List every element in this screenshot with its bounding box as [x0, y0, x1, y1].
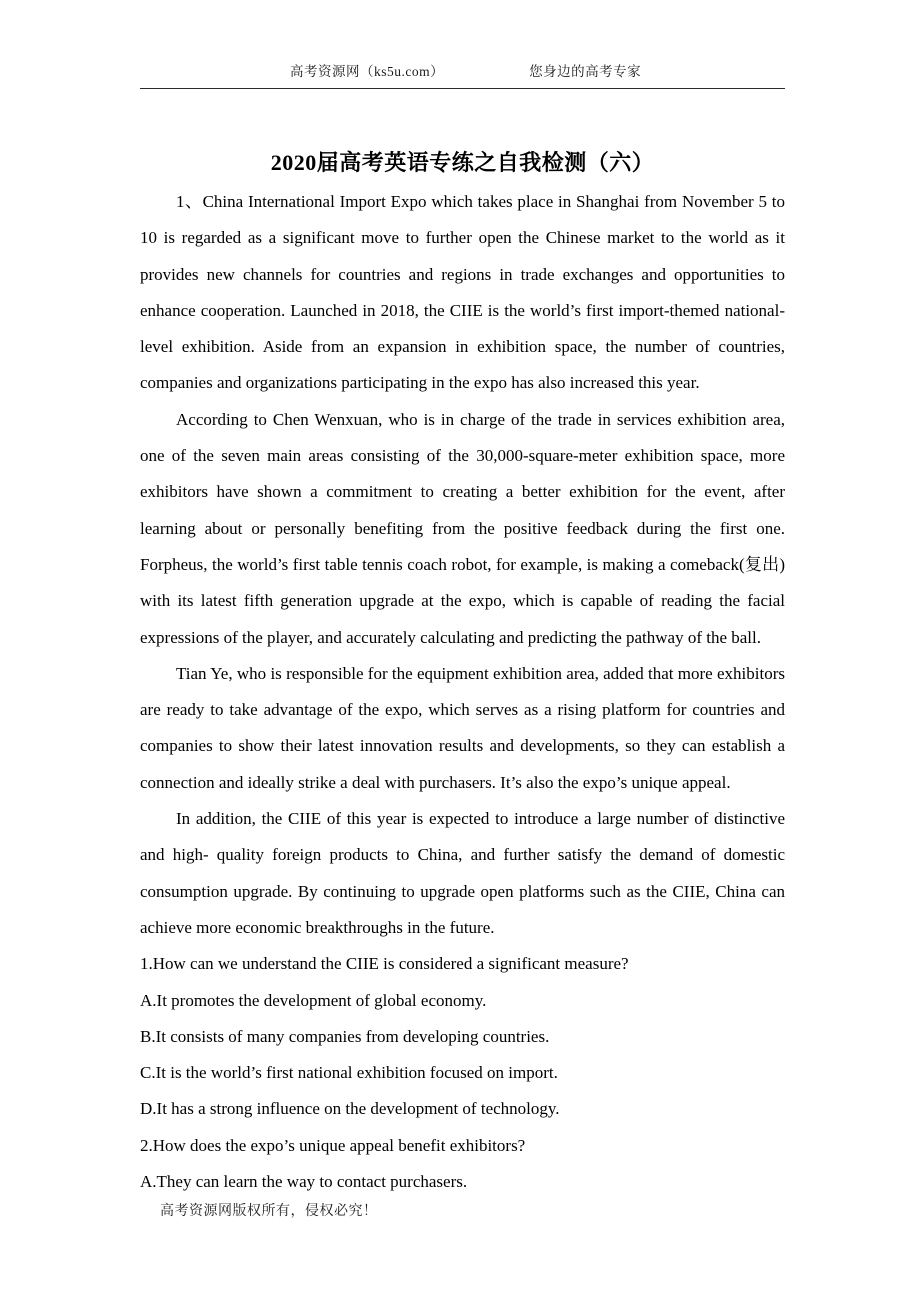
- page-header: [140, 60, 785, 80]
- question-2-option-a: A.They can learn the way to contact purchasers.: [140, 1172, 468, 1192]
- document-body: [140, 184, 785, 1200]
- paragraph-2: According to Chen Wenxuan, who is in charge of the trade in services exhibition area, one of the seven main areas consisting of the 30,000-square-meter exhibition space, more exhibitors have shown a commitment to creating a better exhibition for the event, after learning about or personally benefiting from the positive feedback during the first one. Forpheus, the world’s first table tennis coach robot, for example, is making a comeback(复出) with its latest fifth generation upgrade at the expo, which is capable of reading the facial expressions of the player, and accurately calculating and predicting the pathway of the ball.: [140, 409, 785, 647]
- page-footer: 高考资源网版权所有，侵权必究！: [160, 1204, 378, 1219]
- header-divider: [140, 88, 785, 89]
- header-site-name: 高考资源网（ks5u.com）: [290, 64, 445, 79]
- question-2-stem: 2.How does the expo’s unique appeal benefit exhibitors?: [140, 1135, 526, 1155]
- header-slogan: 您身边的高考专家: [529, 64, 642, 79]
- paragraph-3: Tian Ye, who is responsible for the equipment exhibition area, added that more exhibitors are ready to take advantage of the expo, which serves as a rising platform for countries and companies to show their latest innovation results and developments, so they can establish a connection and ideally strike a deal with purchasers. It’s also the expo’s unique appeal.: [140, 663, 785, 792]
- paragraph-1: 1、China International Import Expo which takes place in Shanghai from November 5 to 10 is regarded as a significant move to further open the Chinese market to the world as it provides new channels for countries and regions in trade exchanges and opportunities to enhance cooperation. Launched in 2018, the CIIE is the world’s first import-themed national-level exhibition. Aside from an expansion in exhibition space, the number of countries, companies and organizations participating in the expo has also increased this year.: [140, 192, 785, 393]
- question-1-option-c: C.It is the world’s first national exhibition focused on import.: [140, 1063, 558, 1083]
- question-1-option-a: A.It promotes the development of global economy.: [140, 990, 487, 1010]
- question-1-stem: 1.How can we understand the CIIE is considered a significant measure?: [140, 954, 629, 974]
- question-1-option-b: B.It consists of many companies from developing countries.: [140, 1026, 550, 1046]
- document-title: 2020届高考英语专练之自我检测（六）: [270, 150, 655, 175]
- paragraph-4: In addition, the CIIE of this year is expected to introduce a large number of distinctive and high- quality foreign products to China, and further satisfy the demand of domestic consumption upgrade. By continuing to upgrade open platforms such as the CIIE, China can achieve more economic breakthroughs in the future.: [140, 809, 785, 937]
- question-1-option-d: D.It has a strong influence on the development of technology.: [140, 1099, 560, 1119]
